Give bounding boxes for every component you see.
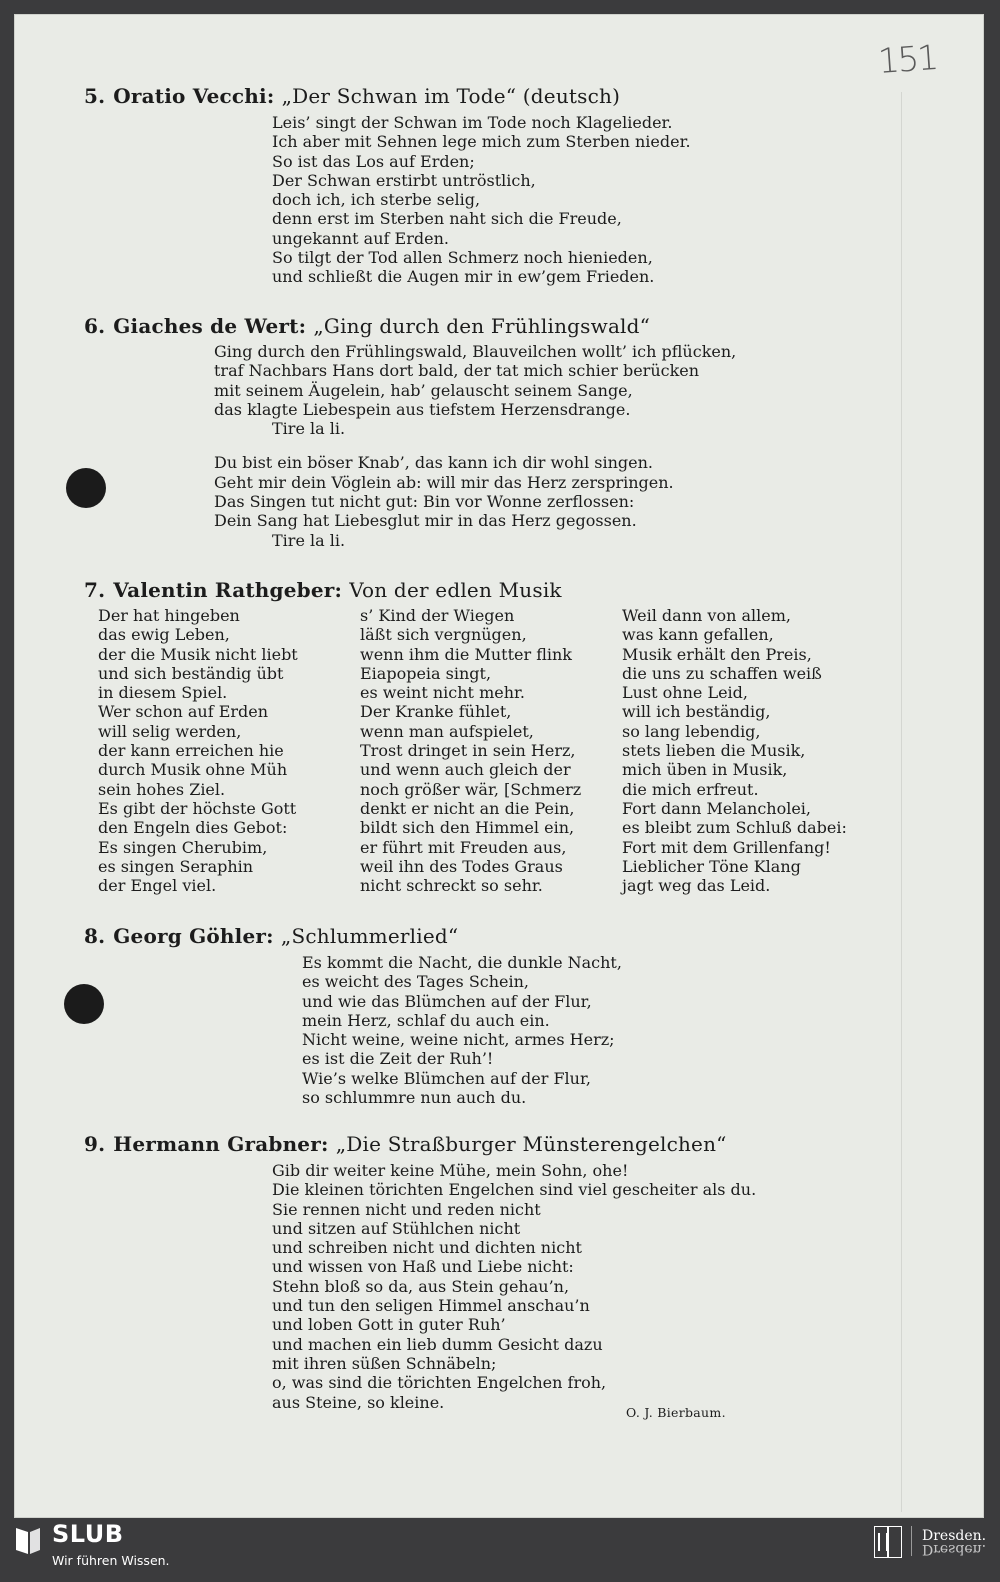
- piece-title: „Ging durch den Frühlingswald“: [313, 314, 651, 338]
- lyric-line: und sich beständig übt: [98, 663, 284, 683]
- section-number: 5.: [84, 84, 106, 108]
- lyric-line: durch Musik ohne Müh: [98, 760, 288, 780]
- lyric-line: der die Musik nicht liebt: [98, 644, 298, 664]
- lyric-line: nicht schreckt so sehr.: [360, 876, 543, 896]
- dresden-label: Dresden.: [922, 1528, 987, 1544]
- lyric-line: Es kommt die Nacht, die dunkle Nacht,: [302, 953, 622, 972]
- lyric-line: Wie’s welke Blümchen auf der Flur,: [302, 1068, 591, 1088]
- section-heading-9: 9. Hermann Grabner: „Die Straßburger Münsterengelchen“: [84, 1132, 727, 1156]
- section-heading-5: 5. Oratio Vecchi: „Der Schwan im Tode“ (deutsch): [84, 84, 621, 108]
- lyric-line: den Engeln dies Gebot:: [98, 818, 288, 838]
- lyric-line: das klagte Liebespein aus tiefstem Herzensdrange.: [214, 399, 631, 419]
- lyric-line: aus Steine, so kleine.: [272, 1392, 445, 1412]
- lyric-line: doch ich, ich sterbe selig,: [272, 190, 481, 210]
- page-number: 151: [876, 37, 939, 83]
- lyric-line: Stehn bloß so da, aus Stein gehau’n,: [272, 1276, 570, 1296]
- lyric-line: Es gibt der höchste Gott: [98, 798, 297, 818]
- lyric-line: was kann gefallen,: [622, 625, 774, 645]
- lyric-line: Es singen Cherubim,: [98, 837, 268, 857]
- lyric-line: Sie rennen nicht und reden nicht: [272, 1199, 541, 1219]
- lyric-line: wenn ihm die Mutter flink: [360, 644, 572, 664]
- lyric-line: So tilgt der Tod allen Schmerz noch hienieden,: [272, 248, 653, 268]
- punch-hole: [66, 468, 106, 508]
- lyric-line: Geht mir dein Vöglein ab: will mir das Herz zerspringen.: [214, 472, 674, 492]
- section-heading-6: 6. Giaches de Wert: „Ging durch den Frühlingswald“: [84, 314, 651, 338]
- lyric-line: Du bist ein böser Knab’, das kann ich dir wohl singen.: [214, 453, 654, 473]
- punch-hole: [64, 984, 104, 1024]
- lyric-line: und schließt die Augen mir in ew’gem Frieden.: [272, 267, 655, 287]
- lyric-line: Leis’ singt der Schwan im Tode noch Klagelieder.: [272, 113, 673, 132]
- lyric-line: Nicht weine, weine nicht, armes Herz;: [302, 1030, 615, 1050]
- section-number: 7.: [84, 578, 106, 602]
- lyric-line: Gib dir weiter keine Mühe, mein Sohn, ohe!: [272, 1161, 629, 1180]
- lyric-line: Ich aber mit Sehnen lege mich zum Sterben nieder.: [272, 132, 691, 152]
- lyric-line: Fort dann Melancholei,: [622, 798, 811, 818]
- slub-tagline: Wir führen Wissen.: [52, 1553, 170, 1568]
- lyric-line: der Engel viel.: [98, 876, 217, 896]
- lyric-line: und wie das Blümchen auf der Flur,: [302, 991, 592, 1011]
- lyric-line: mein Herz, schlaf du auch ein.: [302, 1010, 550, 1030]
- lyric-line: ungekannt auf Erden.: [272, 228, 449, 248]
- piece-title: „Die Straßburger Münsterengelchen“: [335, 1132, 727, 1156]
- lyric-line: o, was sind die törichten Engelchen froh,: [272, 1373, 607, 1393]
- lyric-line: weil ihn des Todes Graus: [360, 856, 563, 876]
- lyrics-9: [272, 1161, 756, 1412]
- lyric-line: und machen ein lieb dumm Gesicht dazu: [272, 1334, 603, 1354]
- lyric-line: so schlummre nun auch du.: [302, 1088, 527, 1108]
- lyric-line: Der hat hingeben: [98, 606, 240, 625]
- lyric-line: Weil dann von allem,: [622, 606, 791, 625]
- lyrics-7-column-3: [622, 606, 847, 895]
- book-icon: [14, 1524, 42, 1556]
- lyric-line: sein hohes Ziel.: [98, 779, 226, 799]
- footer-divider: [911, 1526, 912, 1556]
- lyric-line: läßt sich vergnügen,: [360, 625, 527, 645]
- lyric-line: so lang lebendig,: [622, 721, 761, 741]
- lyric-line: und sitzen auf Stühlchen nicht: [272, 1218, 521, 1238]
- refrain-line: Tire la li.: [272, 530, 346, 550]
- lyric-line: Der Schwan erstirbt untröstlich,: [272, 170, 536, 190]
- lyric-line: er führt mit Freuden aus,: [360, 837, 567, 857]
- lyrics-7-column-2: [360, 606, 581, 895]
- lyric-line: bildt sich den Himmel ein,: [360, 818, 575, 838]
- lyric-line: es weicht des Tages Schein,: [302, 972, 530, 992]
- lyric-line: Das Singen tut nicht gut: Bin vor Wonne zerflossen:: [214, 492, 635, 512]
- lyric-line: Der Kranke fühlet,: [360, 702, 512, 722]
- lyric-line: will ich beständig,: [622, 702, 771, 722]
- lyric-line: Lieblicher Töne Klang: [622, 856, 801, 876]
- dresden-logo[interactable]: [922, 1528, 986, 1557]
- lyric-line: Musik erhält den Preis,: [622, 644, 812, 664]
- lyric-line: traf Nachbars Hans dort bald, der tat mich schier berücken: [214, 361, 700, 381]
- lyric-line: in diesem Spiel.: [98, 683, 228, 703]
- lyric-line: wenn man aufspielet,: [360, 721, 534, 741]
- lyrics-7-column-1: [98, 606, 298, 895]
- lyric-line: Dein Sang hat Liebesglut mir in das Herz gegossen.: [214, 511, 637, 531]
- section-heading-7: 7. Valentin Rathgeber: Von der edlen Musik: [84, 578, 562, 602]
- section-heading-8: 8. Georg Göhler: „Schlummerlied“: [84, 924, 459, 948]
- slub-logo[interactable]: SLUB: [52, 1520, 124, 1548]
- lyric-line: So ist das Los auf Erden;: [272, 151, 475, 171]
- lyric-line: es bleibt zum Schluß dabei:: [622, 818, 847, 838]
- composer-name: Valentin Rathgeber: [113, 578, 335, 602]
- lyric-line: noch größer wär, [Schmerz: [360, 779, 582, 799]
- lyric-line: und wissen von Haß und Liebe nicht:: [272, 1257, 574, 1277]
- lyrics-8: [302, 953, 622, 1107]
- lyric-line: es singen Seraphin: [98, 856, 254, 876]
- lyric-line: jagt weg das Leid.: [622, 876, 771, 896]
- section-number: 9.: [84, 1132, 106, 1156]
- lyric-line: die mich erfreut.: [622, 779, 759, 799]
- section-number: 6.: [84, 314, 106, 338]
- lyric-line: Eiapopeia singt,: [360, 663, 492, 683]
- composer-name: Georg Göhler: [113, 924, 267, 948]
- viewer-footer: [0, 1518, 1000, 1582]
- lyric-line: Trost dringet in sein Herz,: [360, 741, 576, 761]
- lyric-line: und schreiben nicht und dichten nicht: [272, 1238, 582, 1258]
- lyric-line: denn erst im Sterben naht sich die Freude,: [272, 209, 622, 229]
- dresden-crest-icon: [874, 1526, 902, 1558]
- lyric-line: es ist die Zeit der Ruh’!: [302, 1049, 494, 1069]
- composer-name: Hermann Grabner: [113, 1132, 321, 1156]
- lyric-line: mit ihren süßen Schnäbeln;: [272, 1353, 497, 1373]
- lyrics-6: [214, 342, 736, 550]
- dresden-label-reflection: Dresden.: [922, 1541, 987, 1557]
- lyric-line: s’ Kind der Wiegen: [360, 606, 515, 625]
- lyric-line: Fort mit dem Grillenfang!: [622, 837, 831, 857]
- lyric-line: Die kleinen törichten Engelchen sind viel gescheiter als du.: [272, 1180, 757, 1200]
- lyric-line: und tun den seligen Himmel anschau’n: [272, 1296, 590, 1316]
- lyric-line: mit seinem Äugelein, hab’ gelauscht seinem Sange,: [214, 380, 633, 400]
- refrain-line: Tire la li.: [272, 419, 346, 439]
- lyric-line: und loben Gott in guter Ruh’: [272, 1315, 506, 1335]
- piece-title: „Schlummerlied“: [280, 924, 459, 948]
- lyric-line: will selig werden,: [98, 721, 242, 741]
- lyric-line: Wer schon auf Erden: [98, 702, 269, 722]
- lyrics-5: [272, 113, 691, 287]
- composer-name: Oratio Vecchi: [113, 84, 267, 108]
- lyric-line: die uns zu schaffen weiß: [622, 663, 822, 683]
- piece-title: Von der edlen Musik: [349, 578, 562, 602]
- lyric-line: Ging durch den Frühlingswald, Blauveilchen wollt’ ich pflücken,: [214, 342, 737, 361]
- lyric-line: und wenn auch gleich der: [360, 760, 571, 780]
- lyric-line: stets lieben die Musik,: [622, 741, 806, 761]
- lyricist-credit: O. J. Bierbaum.: [626, 1405, 726, 1420]
- lyric-line: es weint nicht mehr.: [360, 683, 525, 703]
- lyric-line: der kann erreichen hie: [98, 741, 284, 761]
- lyric-line: mich üben in Musik,: [622, 760, 788, 780]
- section-number: 8.: [84, 924, 106, 948]
- piece-title: „Der Schwan im Tode“ (deutsch): [281, 84, 621, 108]
- lyric-line: das ewig Leben,: [98, 625, 230, 645]
- lyric-line: Lust ohne Leid,: [622, 683, 748, 703]
- lyric-line: denkt er nicht an die Pein,: [360, 798, 575, 818]
- composer-name: Giaches de Wert: [113, 314, 299, 338]
